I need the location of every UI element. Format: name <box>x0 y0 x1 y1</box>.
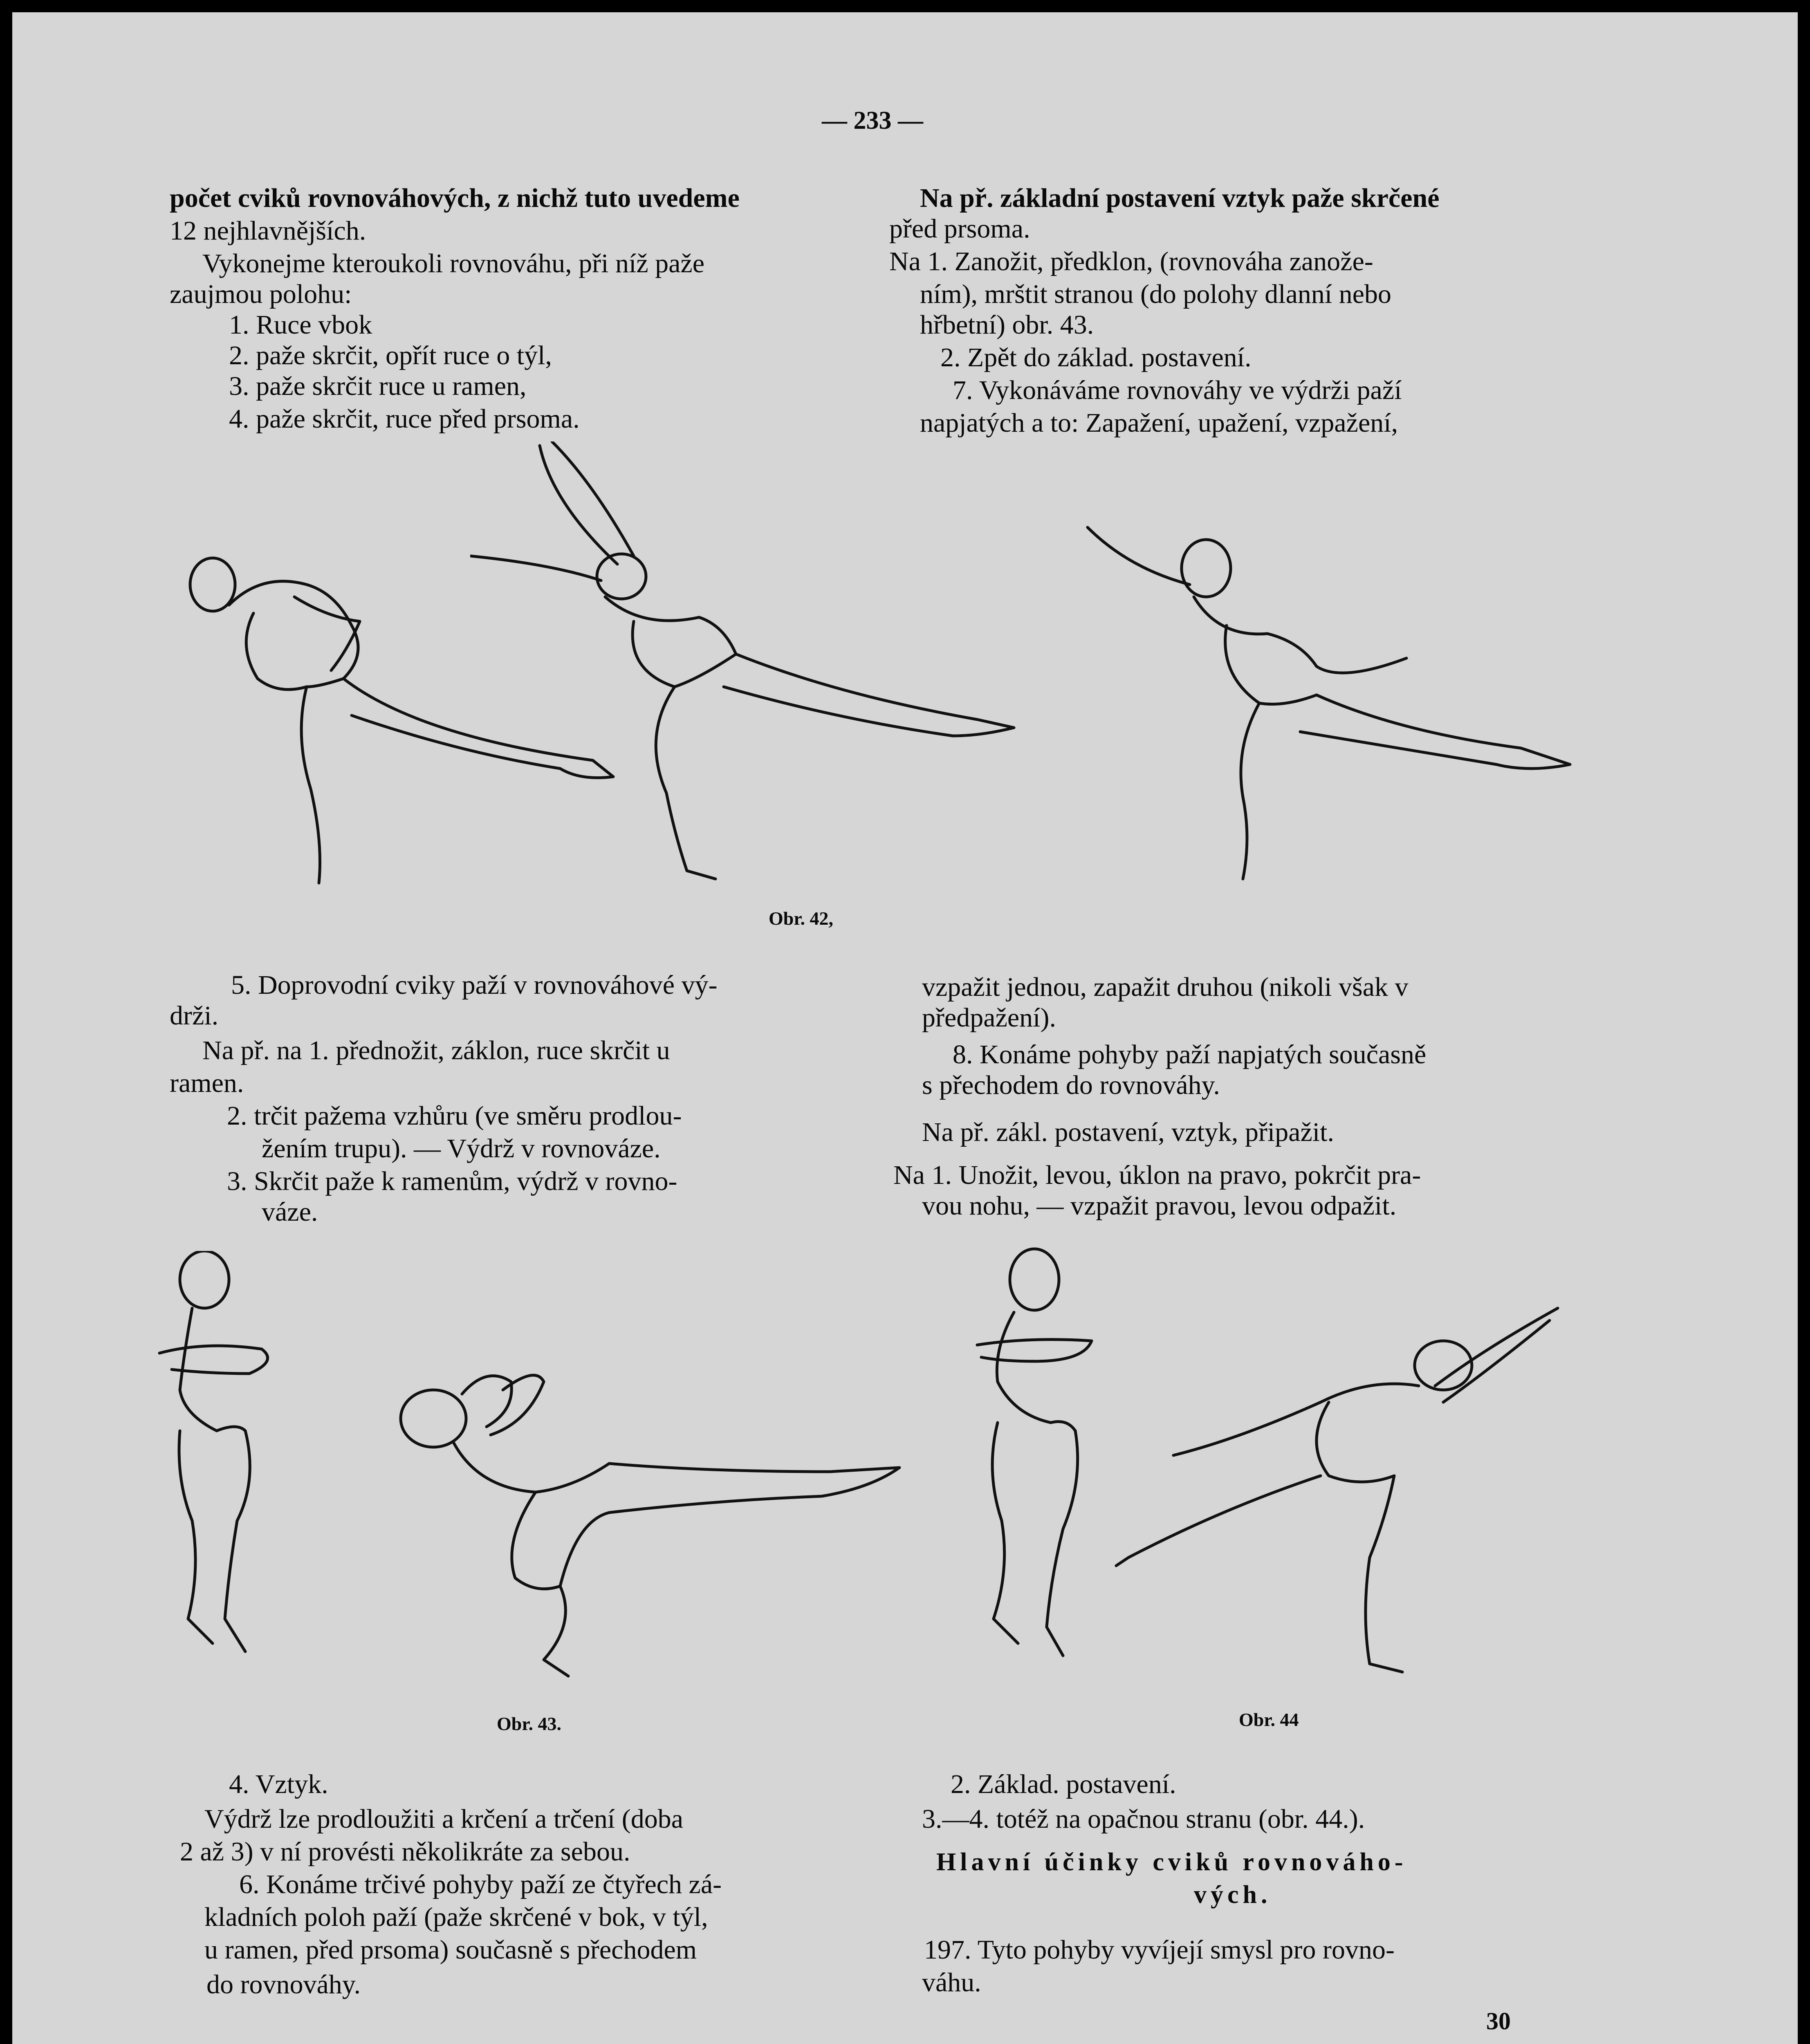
text-line: 3. Skrčit paže k ramenům, výdrž v rovno- <box>227 1166 677 1196</box>
text-line: žením trupu). — Výdrž v rovnováze. <box>262 1134 661 1163</box>
text-line: zaujmou polohu: <box>170 279 352 309</box>
text-line: 2. Zpět do základ. postavení. <box>940 343 1252 372</box>
text-line: Vykonejme kteroukoli rovnováhu, při níž paže <box>202 249 704 278</box>
signature-mark: 30 <box>1486 2008 1511 2035</box>
text-line: Na př. na 1. přednožit, záklon, ruce skrčit u <box>202 1035 670 1065</box>
text-line: vzpažit jednou, zapažit druhou (nikoli však v <box>922 972 1409 1002</box>
text-line: Na 1. Zanožit, předklon, (rovnováha zanože- <box>889 247 1373 276</box>
figure-44-caption: Obr. 44 <box>1239 1709 1299 1730</box>
section-heading-cont: vých. <box>1194 1881 1272 1909</box>
text-line: 1. Ruce vbok <box>229 310 372 340</box>
man-standing-arms-bent-icon <box>155 1251 286 1672</box>
text-line: 4. paže skrčit, ruce před prsoma. <box>229 404 580 434</box>
text-line: váhu. <box>922 1968 981 1997</box>
text-line: kladních poloh paží (paže skrčené v bok, v týl, <box>204 1902 708 1932</box>
text-line: 5. Doprovodní cviky paží v rovnováhové vý- <box>231 970 718 1000</box>
text-line: 3.—4. totéž na opačnou stranu (obr. 44.). <box>922 1804 1365 1834</box>
text-line: ním), mrštit stranou (do polohy dlanní nebo <box>920 279 1392 309</box>
section-heading: Hlavní účinky cviků rovnováho- <box>936 1848 1407 1876</box>
man-balance-side-arm-raised-icon <box>1075 1304 1566 1680</box>
text-line: 2. paže skrčit, opřít ruce o týl, <box>229 341 552 370</box>
figure-42-caption: Obr. 42, <box>769 908 834 929</box>
man-balance-arm-raised-icon <box>470 442 1038 891</box>
figure-43-standing <box>155 1251 286 1672</box>
text-line: 6. Konáme trčivé pohyby paží ze čtyřech zá- <box>239 1869 722 1899</box>
text-line: 197. Tyto pohyby vyvíjejí smysl pro rovno- <box>924 1935 1395 1965</box>
text-line: 2. trčit pažema vzhůru (ve směru prodlou- <box>227 1101 682 1131</box>
figure-42-arms-spread <box>1071 519 1574 883</box>
text-line: 2. Základ. postavení. <box>951 1769 1176 1799</box>
text-line: před prsoma. <box>889 214 1030 244</box>
text-line: 2 až 3) v ní provésti několikráte za sebou. <box>180 1837 630 1867</box>
text-line: váze. <box>262 1197 318 1227</box>
text-line: vou nohu, — vzpažit pravou, levou odpažit. <box>922 1191 1397 1221</box>
text-line: 7. Vykonáváme rovnováhy ve výdrži paží <box>953 375 1402 405</box>
text-line: ramen. <box>170 1068 244 1098</box>
man-balance-forward-lean-icon <box>380 1365 908 1680</box>
text-line: hřbetní) obr. 43. <box>920 310 1094 340</box>
man-balance-arms-spread-icon <box>1071 519 1574 883</box>
text-line: počet cviků rovnováhových, z nichž tuto uvedeme <box>170 183 740 213</box>
text-line: u ramen, před prsoma) současně s přechodem <box>204 1935 697 1965</box>
text-line: napjatých a to: Zapažení, upažení, vzpažení, <box>920 408 1398 438</box>
text-line: Výdrž lze prodloužiti a krčení a trčení (doba <box>204 1804 683 1834</box>
text-line: Na 1. Unožit, levou, úklon na pravo, pokrčit pra- <box>893 1160 1421 1190</box>
page-number: — 233 — <box>822 107 923 134</box>
text-line: Na př. základní postavení vztyk paže skrčené <box>920 183 1440 213</box>
text-line: s přechodem do rovnováhy. <box>922 1070 1220 1100</box>
text-line: 3. paže skrčit ruce u ramen, <box>229 371 527 401</box>
text-line: drži. <box>170 1001 219 1031</box>
text-line: 12 nejhlavnějších. <box>170 216 366 246</box>
text-line: 4. Vztyk. <box>229 1769 328 1799</box>
text-line: do rovnováhy. <box>206 1970 361 1999</box>
figure-42-arm-raised <box>470 442 1038 891</box>
text-line: 8. Konáme pohyby paží napjatých současně <box>953 1040 1426 1069</box>
figure-43-forward-lean <box>380 1365 908 1680</box>
text-line: předpažení). <box>922 1003 1056 1033</box>
text-line: Na př. zákl. postavení, vztyk, připažit. <box>922 1117 1335 1147</box>
figure-44-side-balance <box>1075 1304 1566 1680</box>
figure-43-caption: Obr. 43. <box>497 1713 562 1734</box>
